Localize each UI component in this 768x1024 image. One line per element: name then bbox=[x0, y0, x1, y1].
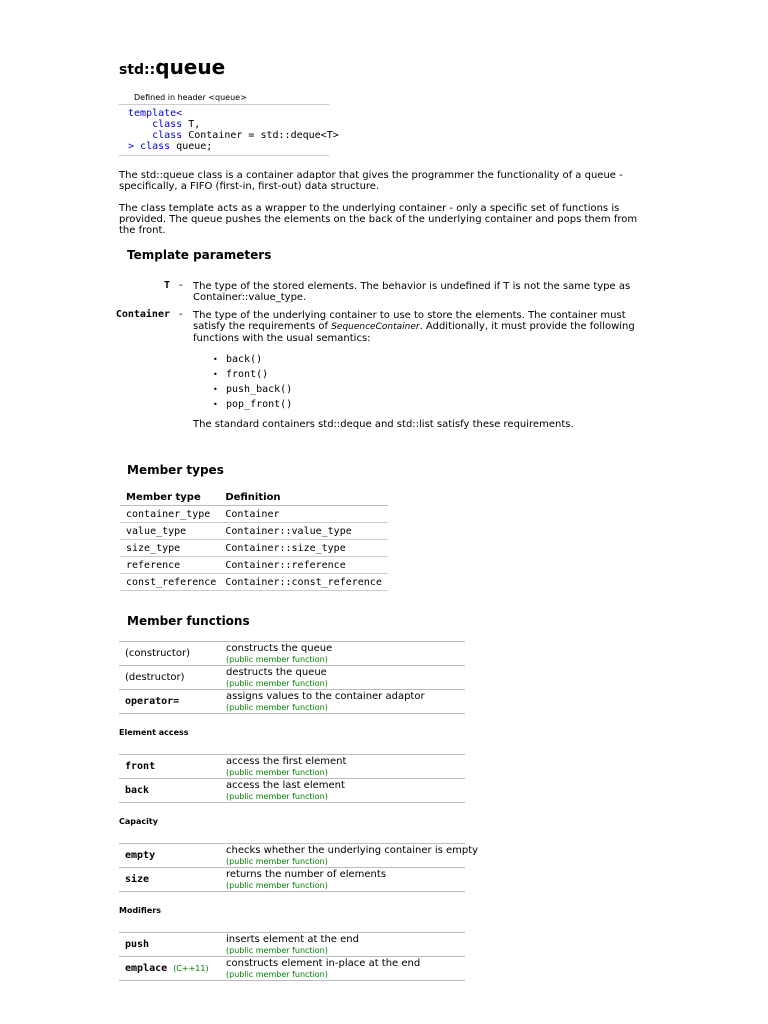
title-name: queue bbox=[155, 55, 226, 79]
function-desc: assigns values to the container adaptor bbox=[226, 691, 425, 702]
table-header-row bbox=[120, 489, 388, 506]
element-access-label: Element access bbox=[119, 728, 189, 737]
function-name[interactable]: operator= bbox=[125, 696, 180, 707]
table-row: container_type Container bbox=[120, 506, 388, 523]
page-title bbox=[119, 55, 225, 79]
function-row bbox=[119, 665, 465, 689]
list-item: • pop_front() bbox=[193, 397, 292, 412]
function-name[interactable]: (destructor) bbox=[125, 672, 185, 683]
general-functions-group bbox=[119, 641, 465, 714]
function-name[interactable]: (constructor) bbox=[125, 648, 190, 659]
function-row bbox=[119, 956, 465, 981]
table-row: value_type Container::value_type bbox=[120, 523, 388, 540]
member-functions-heading: Member functions bbox=[127, 614, 250, 628]
function-row bbox=[119, 754, 465, 778]
function-row bbox=[119, 932, 465, 956]
version-badge: (C++11) bbox=[173, 964, 209, 973]
function-name[interactable]: push bbox=[125, 939, 150, 950]
intro-paragraph-2: The class template acts as a wrapper to the underlying container - only a specific set of functions is provided. The queue pushes the elements on the back of the underlying container and pops them from the front. bbox=[119, 203, 638, 236]
capacity-group bbox=[119, 843, 479, 892]
param-container-name: Container bbox=[115, 309, 170, 320]
param-container-dash: - bbox=[179, 309, 183, 320]
function-desc: returns the number of elements bbox=[226, 869, 387, 880]
param-T-name: T bbox=[163, 280, 170, 291]
table-row: size_type Container::size_type bbox=[120, 540, 388, 557]
table-row: reference Container::reference bbox=[120, 557, 388, 574]
function-kind: (public member function) bbox=[226, 679, 328, 688]
param-container-desc: The type of the underlying container to use to store the elements. The container must satisfy the requirements of SequenceContainer. Additionally, it must provide the following functions with the usual semantics: bbox=[193, 310, 635, 344]
list-item: • push_back() bbox=[193, 382, 292, 397]
function-kind: (public member function) bbox=[226, 655, 328, 664]
modifiers-label: Modifiers bbox=[119, 906, 161, 915]
function-desc: constructs the queue bbox=[226, 643, 333, 654]
function-kind: (public member function) bbox=[226, 881, 328, 890]
function-row bbox=[119, 778, 465, 803]
function-kind: (public member function) bbox=[226, 703, 328, 712]
member-types-table bbox=[120, 489, 388, 591]
title-namespace: std:: bbox=[119, 62, 156, 78]
element-access-group bbox=[119, 754, 465, 803]
function-kind: (public member function) bbox=[226, 768, 328, 777]
intro-paragraph-1: The std::queue class is a container adaptor that gives the programmer the functionality of a queue - specifically, a FIFO (first-in, first-out) data structure. bbox=[119, 170, 623, 192]
function-name[interactable]: emplace (C++11) bbox=[125, 963, 209, 974]
required-functions-list bbox=[193, 352, 292, 412]
function-desc: checks whether the underlying container is empty bbox=[226, 845, 479, 856]
function-name[interactable]: size bbox=[125, 874, 150, 885]
function-row bbox=[119, 641, 465, 665]
function-name[interactable]: front bbox=[125, 761, 156, 772]
function-desc: access the last element bbox=[226, 780, 345, 791]
list-item: • front() bbox=[193, 367, 292, 382]
function-kind: (public member function) bbox=[226, 970, 328, 979]
function-desc: constructs element in-place at the end bbox=[226, 958, 421, 969]
modifiers-group bbox=[119, 932, 465, 981]
function-row bbox=[119, 843, 479, 867]
member-types-heading: Member types bbox=[127, 463, 224, 477]
declaration-box bbox=[119, 92, 339, 156]
function-kind: (public member function) bbox=[226, 792, 328, 801]
function-name[interactable]: empty bbox=[125, 850, 156, 861]
containers-note: The standard containers std::deque and std::list satisfy these requirements. bbox=[193, 419, 574, 430]
list-item: • back() bbox=[193, 352, 292, 367]
function-desc: access the first element bbox=[226, 756, 347, 767]
declaration-code: template< class T, class Container = std::deque<T> > class queue; bbox=[119, 105, 329, 156]
function-desc: inserts element at the end bbox=[226, 934, 359, 945]
param-T-dash: - bbox=[179, 280, 183, 291]
capacity-label: Capacity bbox=[119, 817, 158, 826]
template-parameters-heading: Template parameters bbox=[127, 248, 272, 262]
function-desc: destructs the queue bbox=[226, 667, 327, 678]
column-header: Member type bbox=[120, 489, 222, 506]
function-row bbox=[119, 689, 465, 714]
param-T-desc: The type of the stored elements. The behavior is undefined if T is not the same type as Container::value_type. bbox=[193, 281, 631, 303]
table-row: const_reference Container::const_reference bbox=[120, 574, 388, 591]
function-kind: (public member function) bbox=[226, 857, 328, 866]
column-header: Definition bbox=[222, 489, 388, 506]
function-name[interactable]: back bbox=[125, 785, 150, 796]
function-row bbox=[119, 867, 465, 892]
function-kind: (public member function) bbox=[226, 946, 328, 955]
header-note: Defined in header <queue> bbox=[119, 92, 329, 105]
